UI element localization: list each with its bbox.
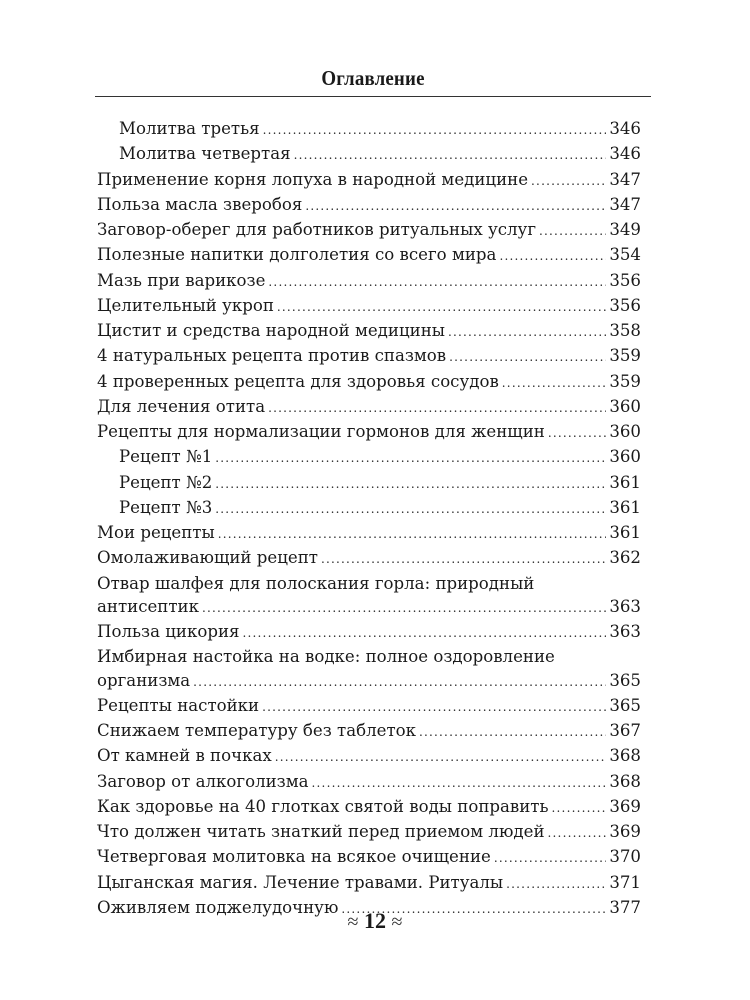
toc-entry-title: Цыганская магия. Лечение травами. Ритуалы [97, 872, 504, 892]
dot-leader [268, 397, 606, 420]
toc-entry-title: Цистит и средства народной медицины [97, 321, 445, 340]
toc-entry-title: Отвар шалфея для полоскания горла: природный [97, 573, 535, 593]
toc-subentry [97, 117, 641, 142]
toc-entry-title: 4 натуральных рецепта против спазмов [97, 346, 447, 366]
toc-entry [97, 218, 641, 243]
toc-subentry [97, 445, 641, 470]
toc-entry-title-continuation: организма [97, 670, 191, 690]
toc-entry-title: От камней в почках [97, 746, 272, 766]
toc-page-number: 371 [609, 872, 641, 892]
toc-entry-title: Полезные напитки долголетия со всего мира [97, 245, 497, 265]
header-rule [95, 96, 651, 97]
toc-entry-title: Применение корня лопуха в народной медицине [97, 169, 529, 189]
toc-page-number: 359 [609, 346, 641, 366]
toc-entry [97, 370, 641, 395]
toc-page-number: 369 [609, 822, 641, 841]
toc-entry [97, 719, 641, 744]
dot-leader [539, 220, 606, 243]
toc-entry-title-continuation: антисептик [97, 596, 199, 616]
toc-page-number: 360 [609, 422, 641, 441]
toc-entry-title: Для лечения отита [97, 396, 266, 416]
toc-entry-title: Омолаживающий рецепт [97, 548, 318, 568]
dot-leader [502, 372, 607, 395]
toc-page-number: 365 [609, 695, 641, 715]
dot-leader [531, 170, 606, 193]
toc-entry-title: Рецепт №3 [119, 497, 213, 517]
toc-entry [97, 645, 641, 694]
dot-leader [448, 321, 606, 344]
toc-entry-title: Рецепты настойки [97, 695, 260, 715]
dot-leader [305, 195, 606, 218]
dot-leader [321, 548, 606, 571]
toc-subentry [97, 496, 641, 521]
toc-page-number: 368 [609, 746, 641, 766]
toc-entry-title: Польза цикория [97, 622, 240, 641]
toc-page-number: 346 [609, 144, 641, 164]
toc-entry-title: Заговор-оберег для работников ритуальных услуг [97, 220, 537, 239]
toc-page-number: 346 [609, 119, 641, 138]
toc-entry-title: Молитва четвертая [119, 144, 291, 164]
toc-entry-title: Мои рецепты [97, 523, 215, 542]
dot-leader [548, 422, 606, 445]
toc-entry [97, 243, 641, 268]
dot-leader [419, 721, 606, 744]
dot-leader [294, 144, 607, 167]
toc-entry [97, 871, 641, 896]
toc-page-number: 361 [609, 523, 641, 542]
dot-leader [218, 523, 607, 546]
toc-entry [97, 820, 641, 845]
toc-subentry [97, 471, 641, 496]
dot-leader [494, 847, 606, 870]
toc-page-number: 370 [609, 847, 641, 867]
toc-page-number: 365 [609, 670, 641, 690]
toc-entry [97, 344, 641, 369]
toc-page-number: 360 [609, 396, 641, 416]
toc-entry [97, 193, 641, 218]
toc-entry-title: Снижаем температуру без таблеток [97, 721, 416, 740]
page-number-footer [0, 908, 750, 934]
toc-entry-title: Что должен читать знаткий перед приемом людей [97, 822, 545, 841]
toc-page-number: 347 [609, 169, 641, 189]
dot-leader [263, 119, 607, 142]
dot-leader [277, 296, 606, 319]
dot-leader [312, 772, 607, 795]
toc-page-number: 367 [609, 721, 641, 740]
toc-entry-title: Рецепт №1 [119, 447, 213, 467]
toc-page-number: 358 [609, 321, 641, 340]
toc-entry-title: Мазь при варикозе [97, 270, 266, 290]
toc-page-number: 368 [609, 771, 641, 791]
toc-page-number: 354 [609, 245, 641, 265]
running-header: Оглавление [321, 66, 425, 90]
toc-entry [97, 620, 641, 645]
toc-page-number: 363 [609, 622, 641, 641]
toc-entry-title: Четверговая молитовка на всякое очищение [97, 847, 491, 867]
toc-entry [97, 572, 641, 621]
dot-leader [506, 873, 606, 896]
toc-entry [97, 168, 641, 193]
toc-entry [97, 319, 641, 344]
dot-leader [262, 696, 606, 719]
left-ornament: ≈ [347, 911, 359, 933]
toc-entry-title: Заговор от алкоголизма [97, 771, 309, 791]
toc-page-number: 363 [609, 596, 641, 616]
toc-page-number: 377 [609, 897, 641, 917]
dot-leader [215, 498, 606, 521]
dot-leader [193, 671, 606, 694]
toc-page-number: 347 [609, 194, 641, 214]
toc-entry [97, 269, 641, 294]
dot-leader [499, 245, 606, 268]
page-number: 12 [364, 908, 386, 933]
toc-entry [97, 694, 641, 719]
toc-entry-title: Рецепт №2 [119, 472, 213, 492]
dot-leader [275, 746, 607, 769]
toc-entry [97, 845, 641, 870]
dot-leader [449, 346, 606, 369]
toc-page-number: 362 [609, 548, 641, 568]
dot-leader [202, 597, 606, 620]
dot-leader [552, 797, 607, 820]
toc-entry [97, 770, 641, 795]
dot-leader [268, 271, 606, 294]
toc-entry-title: Рецепты для нормализации гормонов для женщин [97, 422, 545, 441]
right-ornament: ≈ [391, 911, 403, 933]
toc-page-number: 356 [609, 270, 641, 290]
dot-leader [215, 447, 606, 470]
toc-subentry [97, 142, 641, 167]
toc-entry-title: 4 проверенных рецепта для здоровья сосудов [97, 371, 499, 391]
dot-leader [243, 622, 607, 645]
toc-entry-title: Польза масла зверобоя [97, 194, 303, 214]
toc-entry [97, 521, 641, 546]
toc-page-number: 359 [609, 371, 641, 391]
toc-page-number: 349 [609, 220, 641, 239]
toc-entry-title: Имбирная настойка на водке: полное оздоровление [97, 647, 555, 667]
toc-entry [97, 294, 641, 319]
dot-leader [548, 822, 607, 845]
toc-page-number: 369 [609, 796, 641, 816]
toc-entry-title: Целительный укроп [97, 295, 274, 315]
toc-page-number: 361 [609, 497, 641, 517]
toc-page-number: 361 [609, 472, 641, 492]
toc-entry [97, 420, 641, 445]
toc-entry [97, 546, 641, 571]
table-of-contents [97, 117, 641, 921]
toc-entry-title: Как здоровье на 40 глотках святой воды поправить [97, 796, 549, 816]
toc-entry [97, 795, 641, 820]
toc-entry-title: Молитва третья [119, 119, 260, 138]
toc-entry [97, 744, 641, 769]
toc-page-number: 356 [609, 295, 641, 315]
toc-page-number: 360 [609, 447, 641, 467]
toc-entry [97, 395, 641, 420]
toc-entry-title: Оживляем поджелудочную [97, 897, 339, 917]
dot-leader [215, 473, 606, 496]
